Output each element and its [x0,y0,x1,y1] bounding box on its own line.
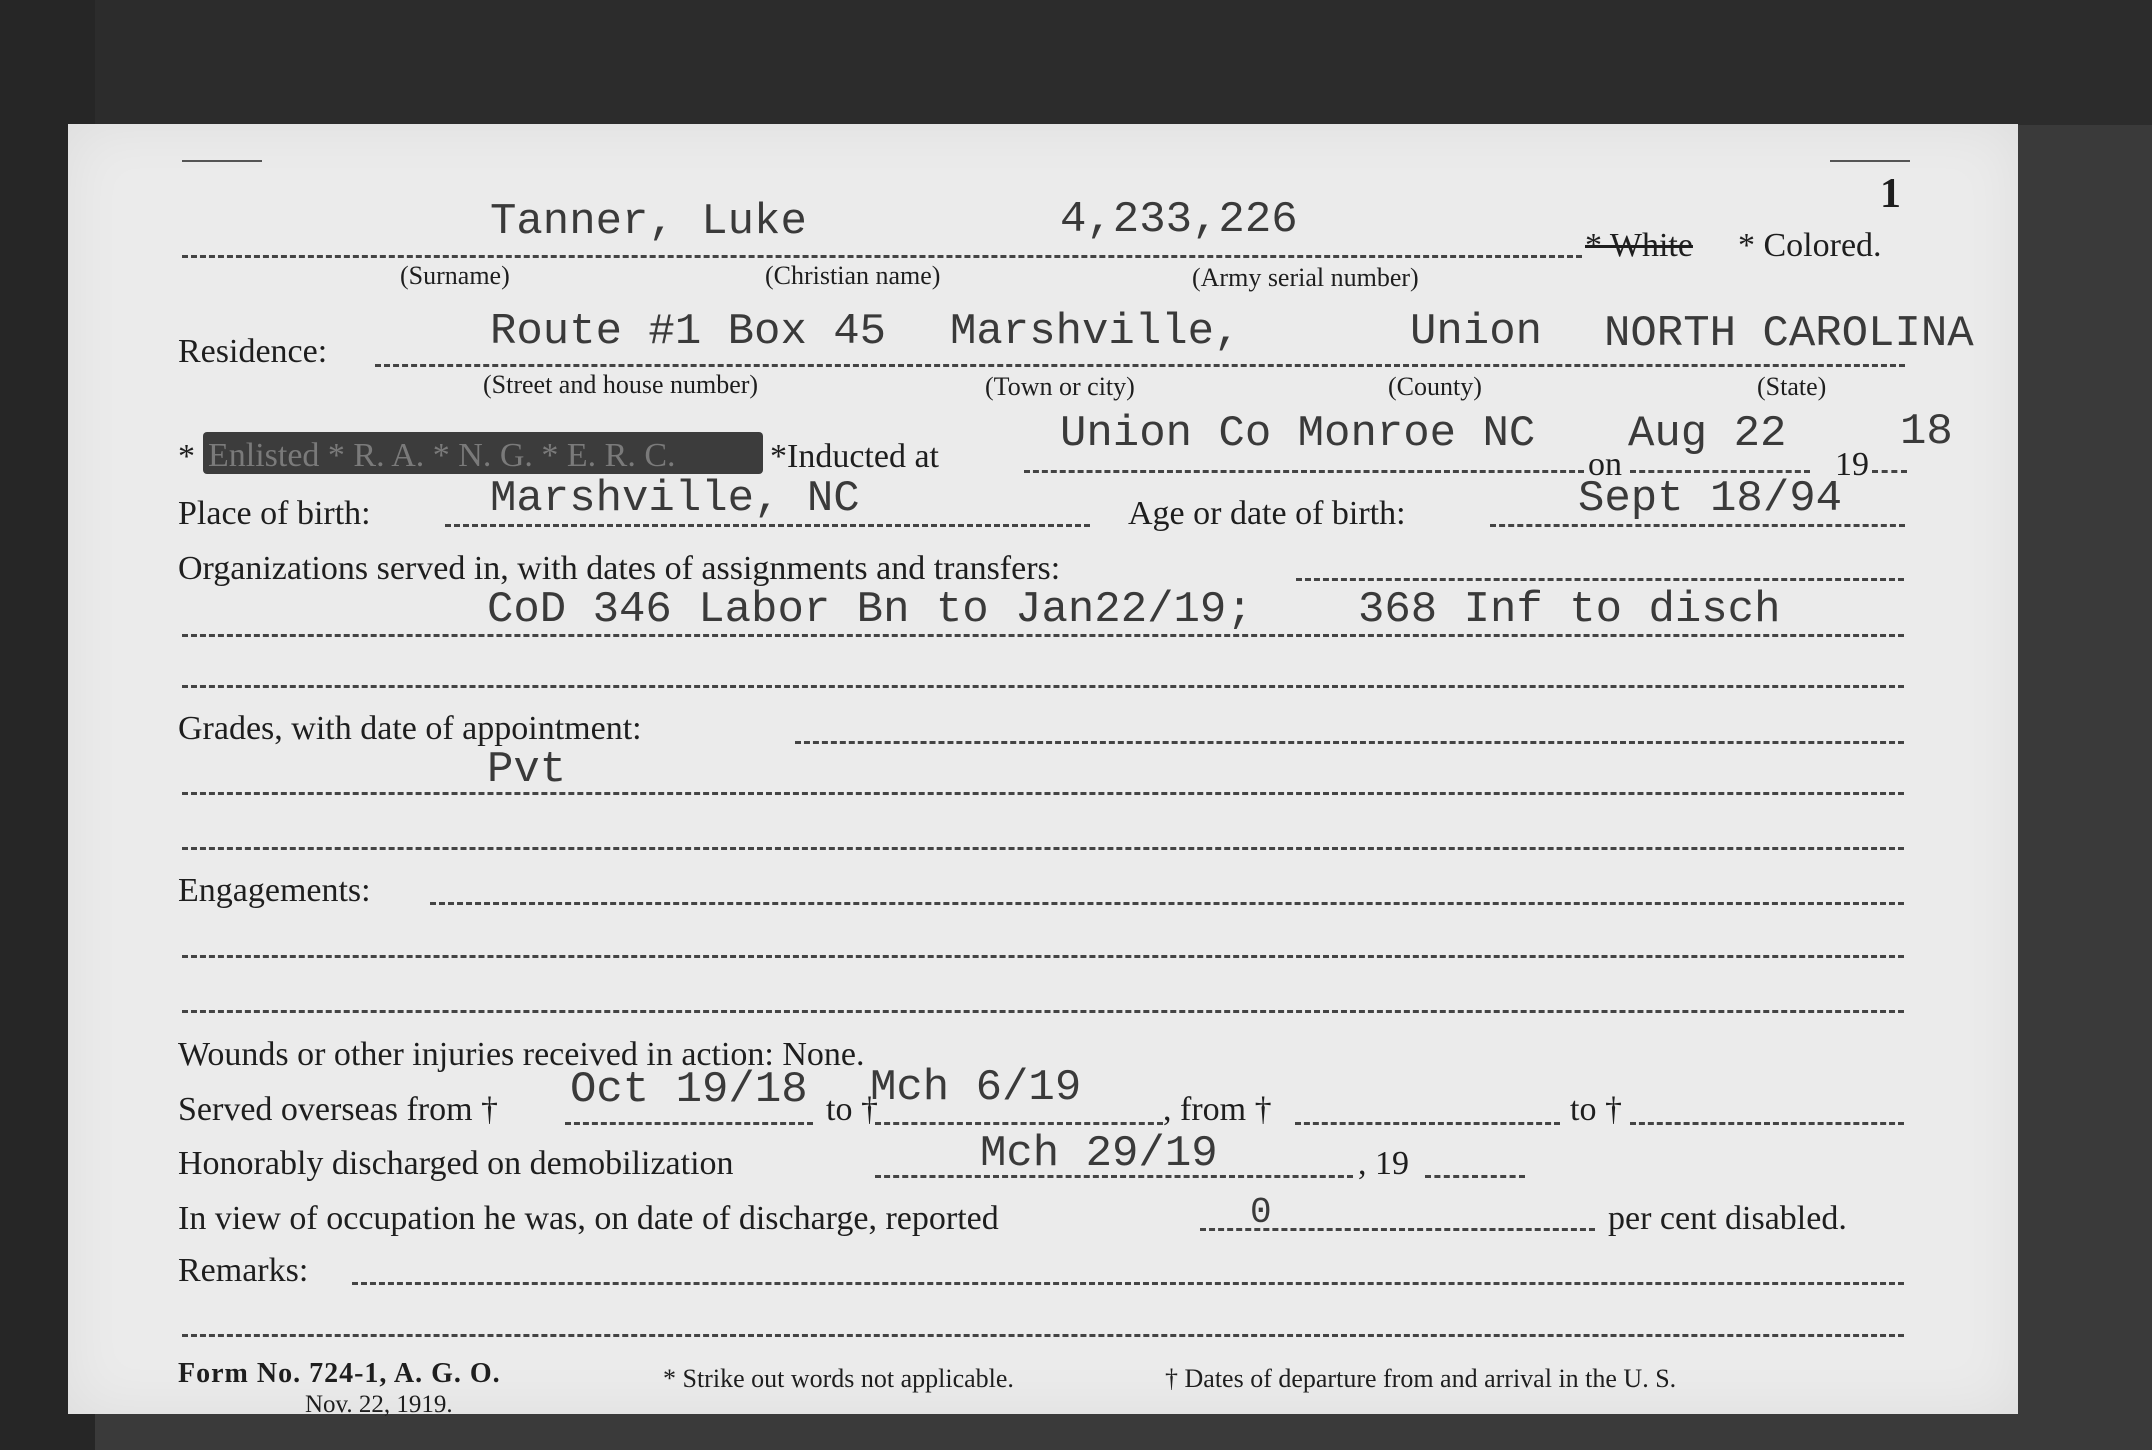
wounds-label: Wounds or other injuries received in action: None. [178,1036,865,1073]
inducted-date: Aug 22 [1628,409,1787,459]
discharge-year-label: , 19 [1358,1145,1409,1182]
engagements-line-1 [430,902,1904,905]
overseas-from2-line [1295,1122,1560,1125]
label-town: (Town or city) [985,372,1135,401]
grades-line-1 [795,741,1904,744]
year-label: 19 [1835,446,1869,483]
inducted-label: *Inducted at [770,438,939,475]
organizations-value: CoD 346 Labor Bn to Jan22/19; [487,585,1253,635]
form-date: Nov. 22, 1919. [305,1391,453,1418]
overseas-to-label: to † [826,1091,878,1128]
engagements-line-3 [182,1010,1904,1013]
discharge-label: Honorably discharged on demobilization [178,1145,734,1182]
scanner-background-top [0,0,2152,125]
engagements-line-2 [182,955,1904,958]
serial-value: 4,233,226 [1060,195,1298,245]
disability-label: In view of occupation he was, on date of discharge, reported [178,1200,999,1237]
surname-value: Tanner, Luke [490,197,807,247]
discharge-line [875,1175,1353,1178]
label-county: (County) [1388,372,1482,401]
organizations-line-1 [1296,578,1904,581]
overseas-to2-label: to † [1570,1091,1622,1128]
label-serial-number: (Army serial number) [1192,263,1419,292]
form-number: Form No. 724-1, A. G. O. [178,1358,501,1389]
race-white: * White [1585,227,1693,264]
age-line [1490,524,1905,527]
birth-place-value: Marshville, NC [490,474,860,524]
footnote-dates: † Dates of departure from and arrival in the U. S. [1165,1364,1677,1393]
disability-suffix: per cent disabled. [1608,1200,1847,1237]
overseas-from-label: Served overseas from † [178,1091,499,1128]
overseas-to2-line [1630,1122,1904,1125]
residence-line [375,364,1905,367]
on-label: on [1588,446,1622,483]
organizations-label: Organizations served in, with dates of assignments and transfers: [178,550,1061,587]
overseas-from-value: Oct 19/18 [570,1065,808,1115]
birth-place-line [445,524,1090,527]
race-colored: * Colored. [1738,227,1882,264]
name-line [182,255,1582,258]
grades-label: Grades, with date of appointment: [178,710,642,747]
residence-state: NORTH CAROLINA [1604,309,1974,359]
overseas-from-line [565,1122,813,1125]
overseas-to-value: Mch 6/19 [870,1063,1082,1113]
footnote-strike-out: * Strike out words not applicable. [663,1364,1014,1393]
grades-value: Pvt [487,745,567,795]
remarks-line-2 [182,1334,1904,1337]
card-number: 1 [1880,171,1901,217]
residence-street: Route #1 Box 45 [490,307,887,357]
discharge-year-line [1425,1175,1525,1178]
remarks-line-1 [352,1282,1904,1285]
residence-town: Marshville, [950,307,1241,357]
inducted-year: 18 [1900,407,1953,457]
top-right-rule [1830,160,1910,162]
age-value: Sept 18/94 [1578,474,1843,524]
overseas-to-line [875,1122,1163,1125]
enlisted-options-obscured: Enlisted * R. A. * N. G. * E. R. C. [208,437,676,474]
disability-value: 0 [1250,1192,1272,1233]
enlisted-asterisk: * [178,438,195,475]
label-surname: (Surname) [400,261,510,290]
grades-line-2 [182,792,1904,795]
grades-line-3 [182,847,1904,850]
inducted-line [1024,470,1584,473]
birth-place-label: Place of birth: [178,495,371,532]
label-state: (State) [1757,372,1827,401]
top-left-rule [182,160,262,162]
residence-county: Union [1410,307,1543,357]
year-line [1872,470,1907,473]
organizations-line-2 [182,634,1904,637]
organizations-line-3 [182,685,1904,688]
label-street: (Street and house number) [483,370,759,399]
label-christian-name: (Christian name) [765,261,941,290]
organizations-value-2: 368 Inf to disch [1358,585,1781,635]
discharge-value: Mch 29/19 [980,1129,1218,1179]
age-label: Age or date of birth: [1128,495,1406,532]
residence-label: Residence: [178,333,328,370]
inducted-place: Union Co Monroe NC [1060,409,1536,459]
remarks-label: Remarks: [178,1252,309,1289]
engagements-label: Engagements: [178,872,371,909]
inducted-date-line [1630,470,1810,473]
overseas-from2-label: , from † [1163,1091,1272,1128]
